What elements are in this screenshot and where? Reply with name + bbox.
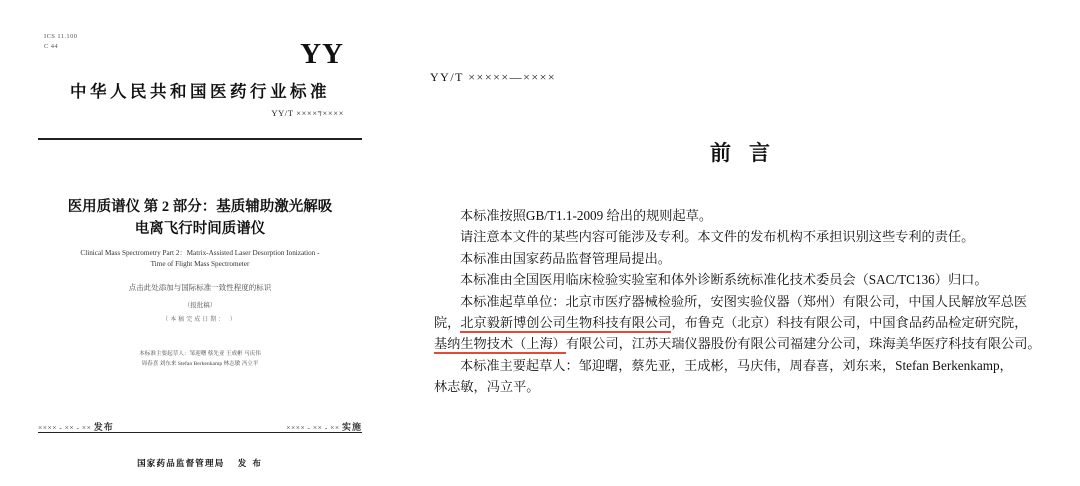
cover-organization-name: 国家药品监督管理局 (137, 458, 225, 468)
cover-effective-date-dots: ×××× - ×× - ×× (286, 423, 340, 432)
cover-english-title (44, 248, 356, 270)
cover-footer-divider (38, 432, 362, 433)
cover-draft-date: （本稿完成日期： ） (162, 317, 238, 323)
units-line3-suffix: 有限公司，江苏天瑞仪器股份有限公司福建分公司，珠海美华医疗科技有限公司。 (565, 336, 1041, 352)
cover-main-title-line1: 医用质谱仪 第 2 部分：基质辅助激光解吸 (67, 199, 333, 215)
cover-issuing-organization (40, 457, 360, 469)
cover-english-title-line2: Time of Flight Mass Spectrometer (150, 260, 250, 269)
cover-standard-title: 中华人民共和国医药行业标准 (70, 82, 330, 101)
foreword-drafting-units-line3 (434, 333, 1048, 354)
cover-drafters-line2: 周春喜 刘东来 Stefan Berkenkamp 林志敏 冯立平 (141, 360, 259, 367)
cover-main-title (34, 196, 366, 241)
units-line2-prefix: 院， (434, 314, 461, 330)
cover-divider (38, 138, 362, 140)
cover-drafters-line1: 本标准主要起草人：邹迎曙 蔡先亚 王成彬 马庆伟 (139, 351, 261, 357)
cover-issue-date-label: 发布 (93, 422, 114, 432)
cover-yy-mark: YY (300, 38, 344, 70)
foreword-paragraph-2: 请注意本文件的某些内容可能涉及专利。本文件的发布机构不承担识别这些专利的责任。 (460, 229, 975, 245)
cover-ics-line: ICS 11.100 (44, 33, 78, 40)
foreword-paragraph-3: 本标准由国家药品监督管理局提出。 (460, 250, 671, 266)
foreword-paragraph-4: 本标准由全国医用临床检验实验室和体外诊断系统标准化技术委员会（SAC/TC136）归口。 (460, 272, 988, 288)
cover-english-title-line1: Clinical Mass Spectrometry Part 2：Matrix-Assisted Laser Desorption Ionization - (80, 249, 320, 257)
foreword-title: 前言 (710, 141, 788, 165)
foreword-page (420, 0, 1060, 486)
foreword-drafting-units-line1: 本标准起草单位：北京市医疗器械检验所，安图实验仪器（郑州）有限公司，中国人民解放军总医 (460, 293, 1028, 309)
cover-draft-status: （报批稿） (183, 302, 217, 309)
foreword-paragraph-1: 本标准按照GB/T1.1-2009 给出的规则起草。 (460, 208, 713, 223)
units-line2-suffix: ，布鲁克（北京）科技有限公司，中国食品药品检定研究院， (671, 314, 1028, 330)
highlighted-company-1: 北京毅新博创公司生物科技有限公司 (460, 315, 671, 333)
highlighted-company-2: 基纳生物技术（上海） (434, 336, 566, 354)
foreword-header-standard-number: YY/T ×××××—×××× (430, 70, 557, 84)
cover-class-line: C 44 (44, 42, 59, 50)
foreword-drafting-units-line2 (434, 312, 1048, 333)
cover-ics-code (44, 32, 77, 52)
cover-page (0, 0, 400, 486)
cover-effective-date-label: 实施 (341, 422, 362, 432)
cover-publish-label: 发 布 (237, 458, 263, 468)
cover-consistency-note: 点击此处添加与国际标准一致性程度的标识 (128, 283, 272, 292)
foreword-drafters-line2: 林志敏，冯立平。 (434, 379, 540, 394)
cover-drafters (44, 350, 356, 370)
cover-standard-number: YY/T ××××ד×××× (271, 108, 344, 118)
foreword-drafters-line1: 本标准主要起草人：邹迎曙，蔡先亚，王成彬，马庆伟，周春喜，刘东来，Stefan Berkenkamp， (460, 357, 1013, 373)
cover-main-title-line2: 电离飞行时间质谱仪 (134, 221, 266, 238)
foreword-body (434, 205, 1048, 397)
cover-issue-date-dots: ×××× - ×× - ×× (38, 423, 92, 432)
